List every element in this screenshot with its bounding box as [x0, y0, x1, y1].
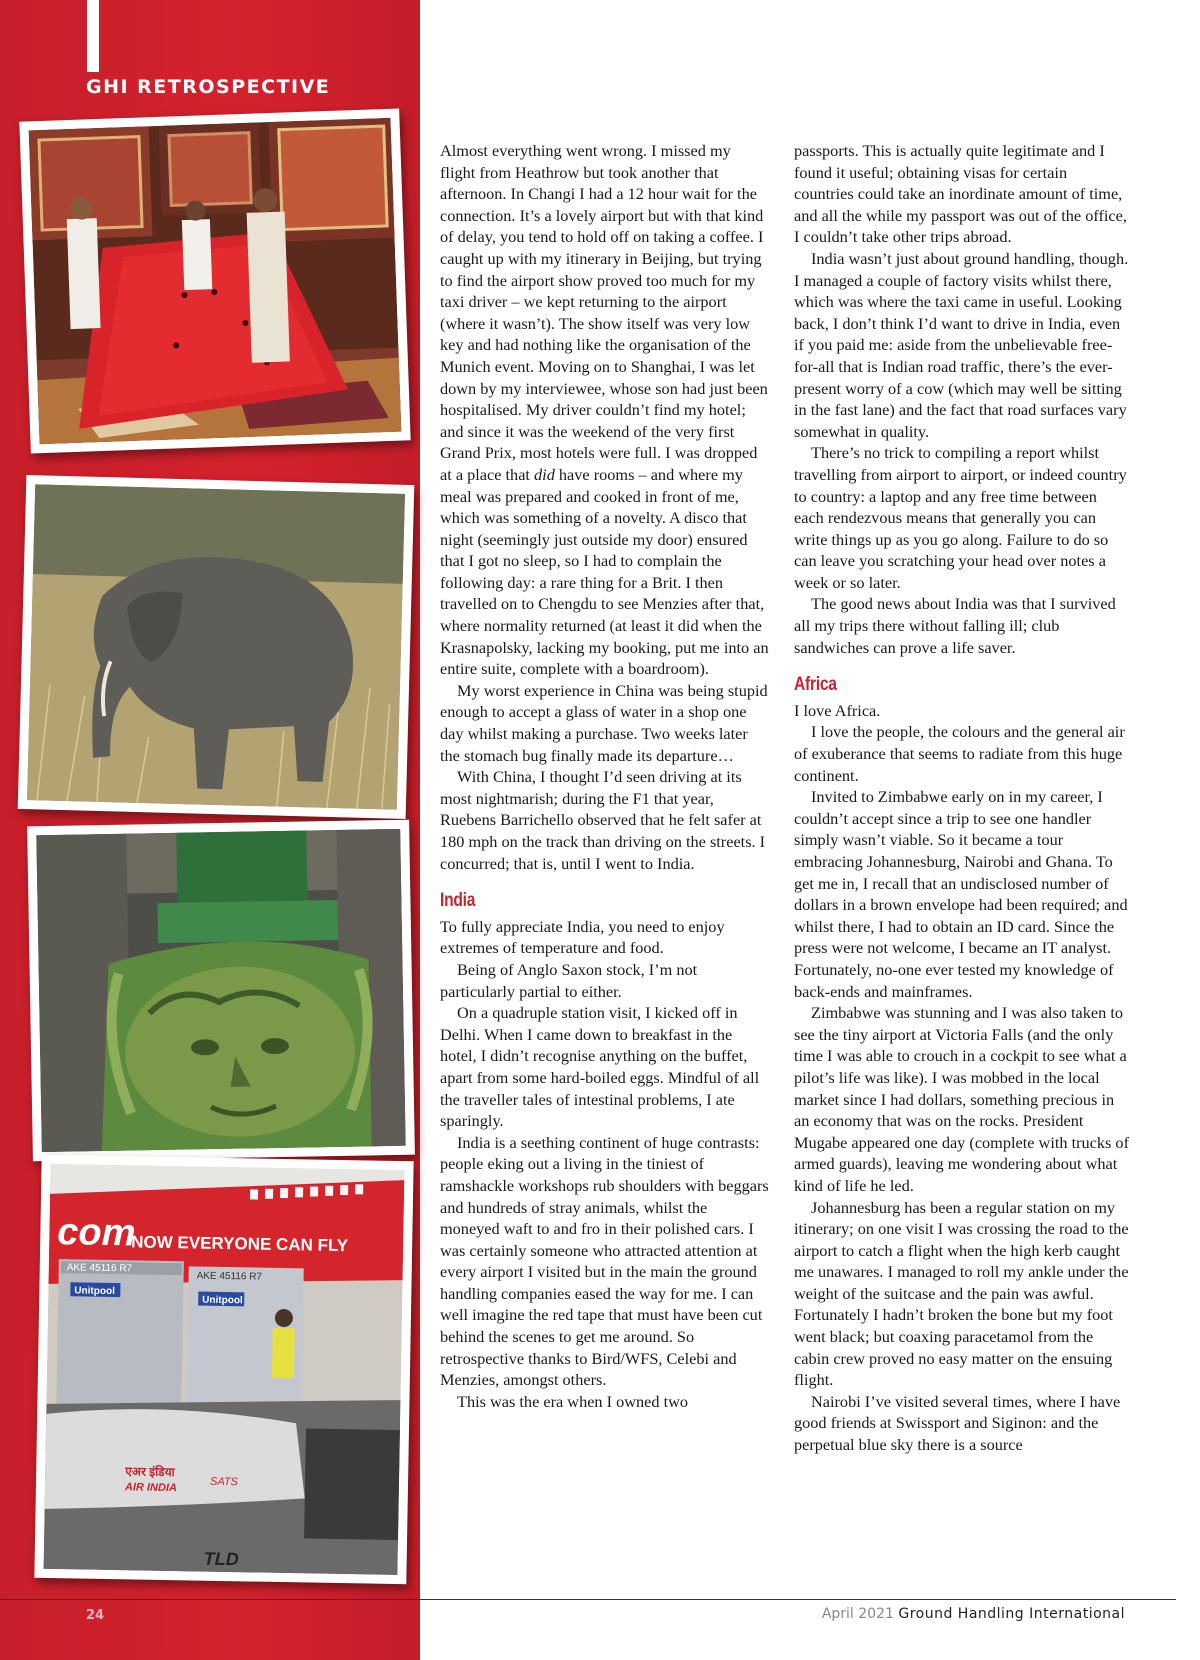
- issue-date: April 2021: [821, 1606, 894, 1622]
- container-id-2: AKE 45116 R7: [196, 1270, 263, 1283]
- page-number: 24: [86, 1608, 105, 1623]
- fuselage-fragment-text: com: [57, 1211, 136, 1255]
- aircraft-ground-handling-image: [43, 1164, 404, 1575]
- carpet-shop-image: [29, 118, 402, 444]
- tug-logo-text: SATS: [209, 1475, 239, 1489]
- photo-elephant: [18, 475, 415, 819]
- section-tab-marker: [87, 0, 99, 72]
- heading-india: India: [440, 890, 476, 912]
- paragraph: I love the people, the colours and the general air of exuberance that seems to radiate from this huge continent.: [794, 722, 1125, 785]
- container-id-1: AKE 45116 R7: [66, 1262, 133, 1275]
- paragraph: India is a seething continent of huge contrasts: people eking out a living in the tiniest of ramshackle workshops rub shoulders with beggars and hundreds of stray animals, whilst the moneyed waft to and fro in their polished cars. I was certainly someone who attracted attention at every airport I visited but in the main the ground handling companies eased the way for me. I can well imagine the red tape that must have been cut behind the scenes to get me around. So retrospective thanks to Bird/WFS, Celebi and Menzies, amongst others.: [440, 1132, 769, 1390]
- footer-credit: [822, 1606, 1125, 1622]
- paragraph: Nairobi I’ve visited several times, where I have good friends at Swissport and Siginon: and the perpetual blue sky there is a source: [794, 1391, 1121, 1455]
- paragraph: India wasn’t just about ground handling, though. I managed a couple of factory visits whilst there, which was where the taxi came in useful. Looking back, I don’t think I’d want to drive in India, even if you paid me: aside from the unbelievable free-for-all that is Indian road traffic, there’s the ever-present worry of a cow (which may well be sitting in the fast lane) and the fact that road surfaces vary somewhat in quality.: [794, 248, 1129, 441]
- loader-mark-text: TLD: [203, 1548, 239, 1570]
- container-brand-1: Unitpool: [74, 1285, 115, 1298]
- paragraph: The good news about India was that I survived all my trips there without falling ill; club sandwiches can prove a life saver.: [794, 594, 1116, 657]
- paragraph: This was the era when I owned two: [457, 1391, 689, 1411]
- paragraph: With China, I thought I’d seen driving at its most nightmarish; during the F1 that year, Ruebens Barrichello observed that he felt safer at 180 mph on the track than driving on the streets. I concurred; that is, until I went to India.: [440, 767, 766, 873]
- footer-rule-left: [0, 1599, 420, 1600]
- tug-hindi-text: एअर इंडिया: [125, 1464, 175, 1480]
- magazine-name: Ground Handling International: [898, 1606, 1125, 1622]
- paragraph: On a quadruple station visit, I kicked off in Delhi. When I came down to breakfast in the hotel, I didn’t recognise anything on the buffet, apart from some hard-boiled eggs. Mindful of all the traveller tales of intestinal problems, I ate sparingly.: [440, 1003, 760, 1131]
- paragraph: Almost everything went wrong. I missed my flight from Heathrow but took another that afternoon. In Changi I had a 12 hour wait for the connection. It’s a lovely airport but with that kind of delay, you tend to hold off on taking a coffee. I caught up with my itinerary in Beijing, but trying to find the airport show proved too much for my taxi driver – we kept returning to the airport (where it wasn’t). The show itself was very low key and had nothing like the organisation of the Munich event. Moving on to Shanghai, I was let down by my interviewee, whose son had just been hospitalised. My driver couldn’t find my hotel; and since it was the weekend of the very first Grand Prix, most hotels were full. I was dropped at a place that did have rooms – and where my meal was prepared and cooked in front of me, which was something of a novelty. A disco that night (seemingly just outside my door) ensured that I got no sleep, so I had to complain the following day: a rare thing for a Brit. I then travelled on to Chengdu to see Menzies after that, where normality returned (at least it did when the Krasnapolsky, lacking my booking, put me into an entire suite, complete with a boardroom).: [440, 141, 769, 679]
- paragraph: Invited to Zimbabwe early on in my career, I couldn’t accept since a trip to see one handler simply wasn’t viable. So it became a tour embracing Johannesburg, Nairobi and Ghana. To get me in, I recall that an undisclosed number of dollars in a brown envelope had been required; and whilst there, I had to obtain an ID card. Since the press were not welcome, I became an IT analyst. Fortunately, no-one ever tested my knowledge of back-ends and mainframes.: [794, 787, 1128, 1001]
- paragraph: passports. This is actually quite legitimate and I found it useful; obtaining visas for certain countries could take an inordinate amount of time, and all the while my passport was out of the office, I couldn’t take other trips abroad.: [794, 141, 1127, 247]
- heading-africa: Africa: [794, 674, 837, 696]
- container-brand-2: Unitpool: [202, 1294, 243, 1307]
- article-column-1: [440, 140, 770, 1412]
- article-column-2: [794, 140, 1129, 1456]
- medusa-column-image: [36, 829, 405, 1152]
- photo-aircraft-ground-handling: [34, 1155, 413, 1584]
- aircraft-slogan-text: NOW EVERYONE CAN FLY: [131, 1232, 349, 1256]
- tug-airline-text: AIR INDIA: [124, 1481, 177, 1495]
- paragraph: My worst experience in China was being stupid enough to accept a glass of water in a shop one day whilst making a purchase. Two weeks later the stomach bug finally made its departure…: [440, 680, 768, 765]
- paragraph: Johannesburg has been a regular station on my itinerary; on one visit I was crossing the road to the airport to catch a flight when the high kerb caught me unawares. I managed to roll my ankle under the weight of the suitcase and the pain was awful. Fortunately I hadn’t broken the bone but my foot went black; but coaxing paracetamol from the cabin crew proved no easy matter on the ensuing flight.: [794, 1197, 1129, 1390]
- footer-rule: [420, 1599, 1176, 1600]
- paragraph: I love Africa.: [794, 700, 881, 720]
- photo-carpet-shop: [19, 108, 410, 453]
- paragraph: Zimbabwe was stunning and I was also taken to see the tiny airport at Victoria Falls (and the only time I was able to crouch in a cockpit to see what a pilot’s life was like). I was mobbed in the local market since I had dollars, something precious in an economy that was on the rocks. President Mugabe appeared one day (complete with trucks of armed guards), leaving me wondering about what kind of life he led.: [794, 1003, 1129, 1195]
- section-label: GHI RETROSPECTIVE: [86, 76, 331, 98]
- paragraph: There’s no trick to compiling a report whilst travelling from airport to airport, or indeed country to country: a laptop and any free time between each rendezvous means that generally you can write things up as you go along. Failure to do so can leave you scratching your head over notes a week or so later.: [794, 443, 1127, 592]
- paragraph: Being of Anglo Saxon stock, I’m not particularly partial to either.: [440, 959, 698, 1001]
- elephant-image: [27, 484, 405, 810]
- photo-medusa-column: [27, 820, 415, 1162]
- paragraph: To fully appreciate India, you need to enjoy extremes of temperature and food.: [440, 916, 725, 958]
